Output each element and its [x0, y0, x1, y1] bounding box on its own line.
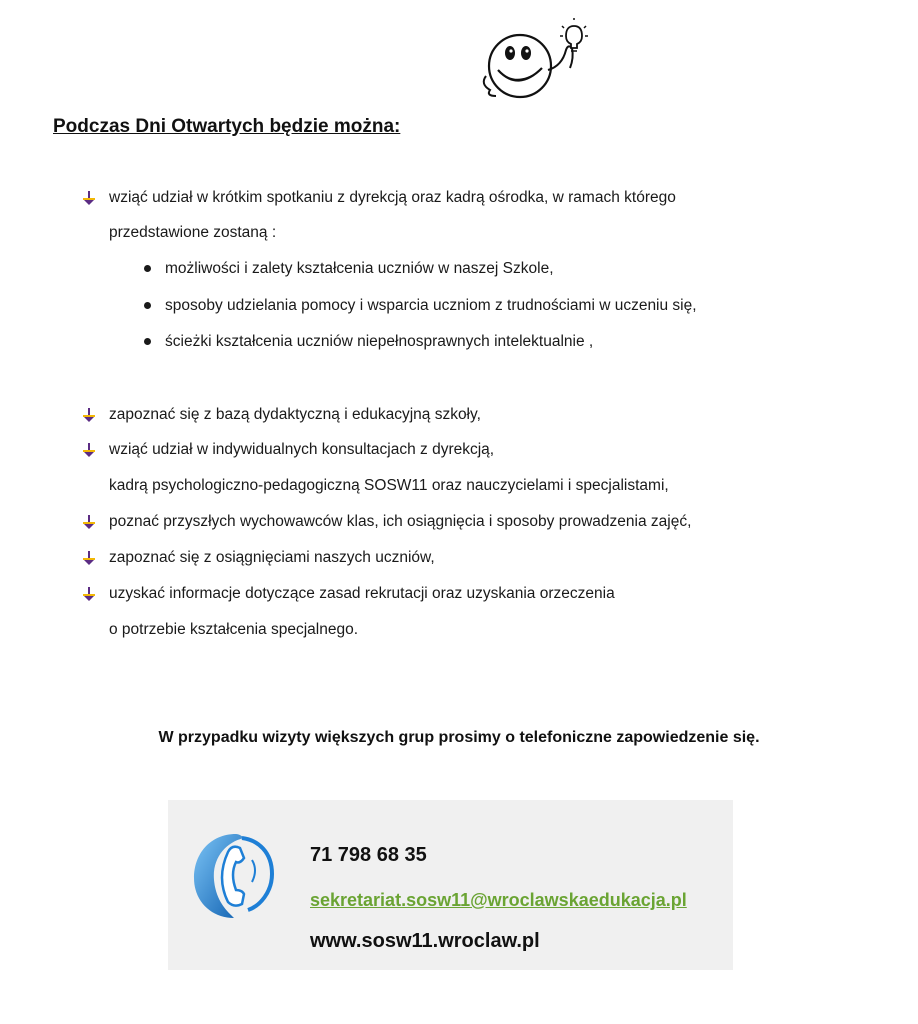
bullet-dot-icon: [144, 338, 151, 345]
arrow-down-bullet-icon: [82, 442, 96, 458]
contact-website-link[interactable]: www.sosw11.wroclaw.pl: [310, 930, 540, 952]
contact-phone-number: 71 798 68 35: [310, 844, 427, 866]
arrow-down-bullet-icon: [82, 190, 96, 206]
contact-box: [168, 800, 733, 970]
arrow-down-bullet-icon: [82, 550, 96, 566]
sub-list-item-text: sposoby udzielania pomocy i wsparcia uczniom z trudnościami w uczeniu się,: [165, 297, 697, 314]
page-heading: Podczas Dni Otwartych będzie można:: [53, 116, 401, 137]
sub-list-item-text: możliwości i zalety kształcenia uczniów w naszej Szkole,: [165, 260, 554, 277]
list-item-text: uzyskać informacje dotyczące zasad rekrutacji oraz uzyskania orzeczenia: [109, 585, 615, 602]
list-item-text: zapoznać się z osiągnięciami naszych uczniów,: [109, 549, 435, 566]
list-item-continuation: przedstawione zostaną :: [109, 224, 277, 241]
list-item-continuation: kadrą psychologiczno-pedagogiczną SOSW11 oraz nauczycielami i specjalistami,: [109, 477, 669, 494]
bullet-dot-icon: [144, 302, 151, 309]
arrow-down-bullet-icon: [82, 514, 96, 530]
group-visit-notice: W przypadku wizyty większych grup prosimy o telefoniczne zapowiedzenie się.: [158, 729, 760, 746]
telephone-handset-icon: [192, 830, 280, 922]
list-item-text: wziąć udział w indywidualnych konsultacjach z dyrekcją,: [109, 441, 495, 458]
contact-email-link[interactable]: sekretariat.sosw11@wroclawskaedukacja.pl: [310, 890, 687, 910]
list-item-text: poznać przyszłych wychowawców klas, ich osiągnięcia i sposoby prowadzenia zajęć,: [109, 513, 692, 530]
list-item-text: wziąć udział w krótkim spotkaniu z dyrekcją oraz kadrą ośrodka, w ramach którego: [109, 189, 676, 206]
list-item-continuation: o potrzebie kształcenia specjalnego.: [109, 621, 359, 638]
bullet-dot-icon: [144, 265, 151, 272]
smiley-lightbulb-icon: [476, 18, 616, 110]
list-item-text: zapoznać się z bazą dydaktyczną i edukacyjną szkoły,: [109, 406, 481, 423]
sub-list-item-text: ścieżki kształcenia uczniów niepełnosprawnych intelektualnie ,: [165, 333, 594, 350]
arrow-down-bullet-icon: [82, 586, 96, 602]
arrow-down-bullet-icon: [82, 407, 96, 423]
